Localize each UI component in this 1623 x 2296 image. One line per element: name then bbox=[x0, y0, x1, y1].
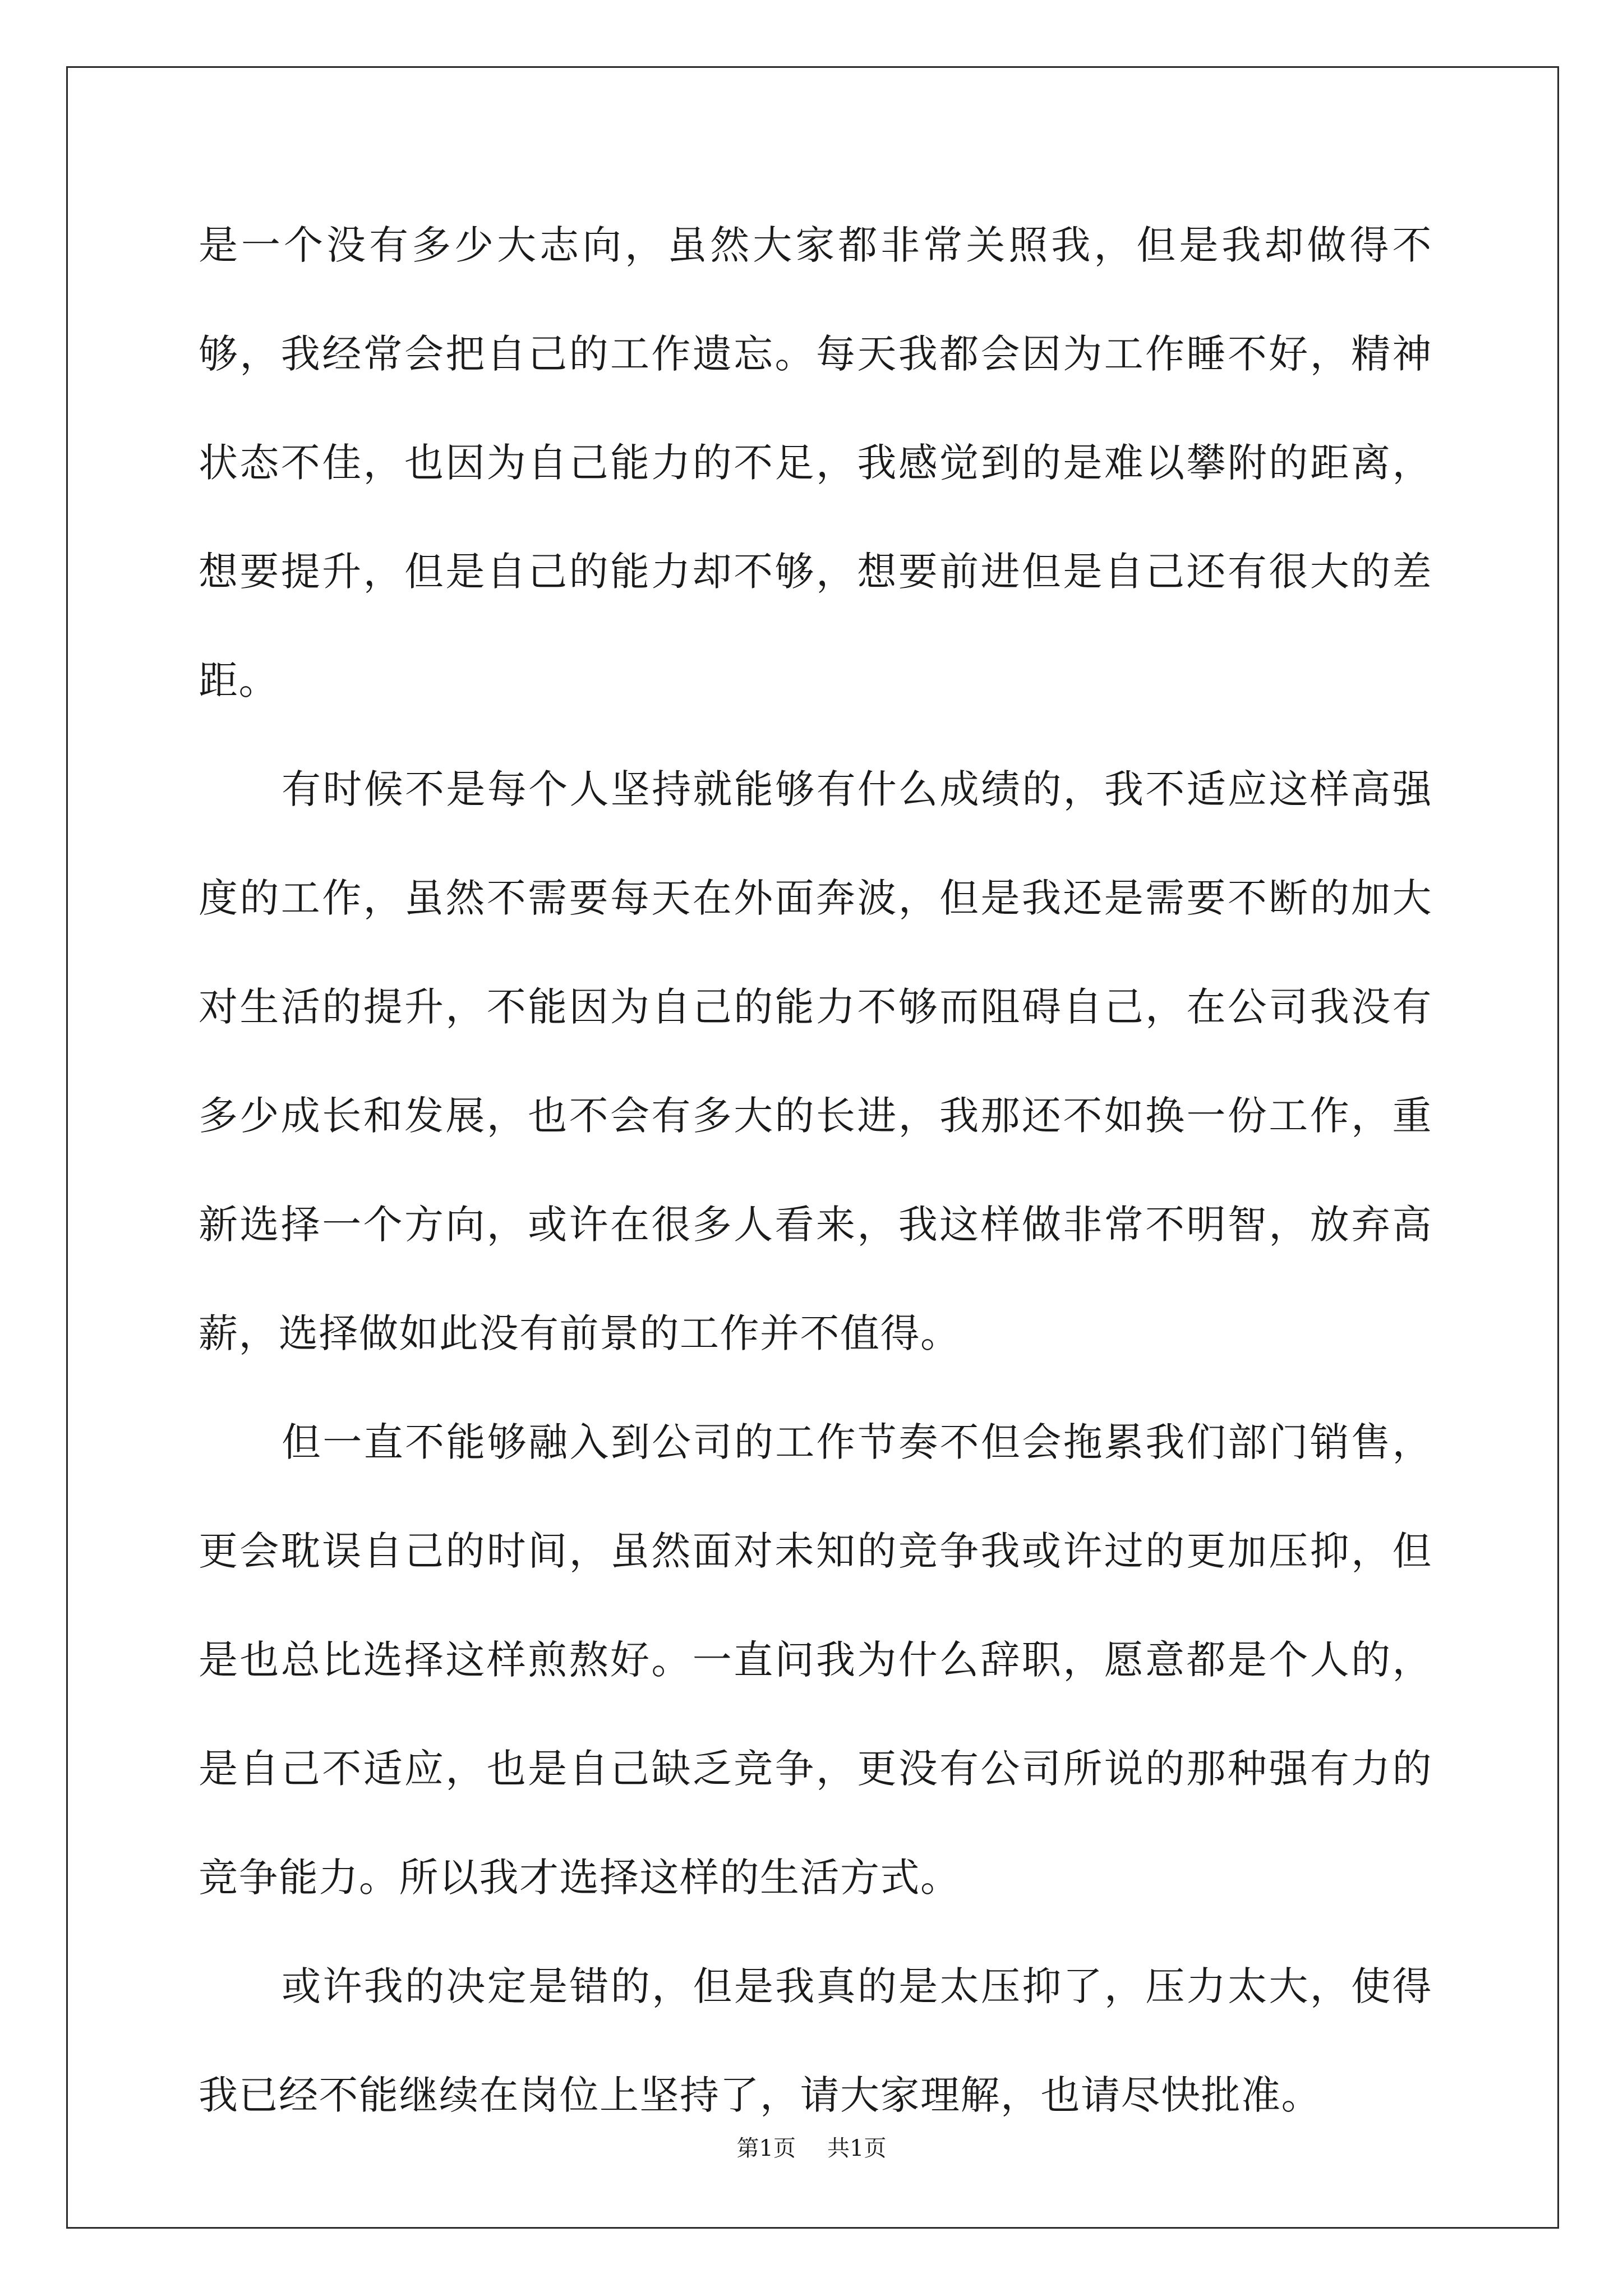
page-footer bbox=[0, 2132, 1623, 2165]
document-body bbox=[199, 191, 1432, 2150]
paragraph-3: 但一直不能够融入到公司的工作节奏不但会拖累我们部门销售，更会耽误自己的时间，虽然面对未知的竞争我或许过的更加压抑，但是也总比选择这样煎熬好。一直问我为什么辞职，愿意都是个人的，是自己不适应，也是自己缺乏竞争，更没有公司所说的那种强有力的竞争能力。所以我才选择这样的生活方式。 bbox=[199, 1419, 1432, 1901]
paragraph-1: 是一个没有多少大志向，虽然大家都非常关照我，但是我却做得不够，我经常会把自己的工作遗忘。每天我都会因为工作睡不好，精神状态不佳，也因为自己能力的不足，我感觉到的是难以攀附的距离，想要提升，但是自己的能力却不够，想要前进但是自己还有很大的差距。 bbox=[199, 222, 1432, 703]
page-number-total: 共1页 bbox=[827, 2136, 887, 2161]
paragraph-4: 或许我的决定是错的，但是我真的是太压抑了，压力太大，使得我已经不能继续在岗位上坚持了，请大家理解，也请尽快批准。 bbox=[199, 1963, 1432, 2118]
paragraph-2: 有时候不是每个人坚持就能够有什么成绩的，我不适应这样高强度的工作，虽然不需要每天在外面奔波，但是我还是需要不断的加大对生活的提升，不能因为自己的能力不够而阻碍自己，在公司我没有多少成长和发展，也不会有多大的长进，我那还不如换一份工作，重新选择一个方向，或许在很多人看来，我这样做非常不明智，放弃高薪，选择做如此没有前景的工作并不值得。 bbox=[199, 766, 1432, 1356]
page-number-current: 第1页 bbox=[736, 2136, 796, 2161]
